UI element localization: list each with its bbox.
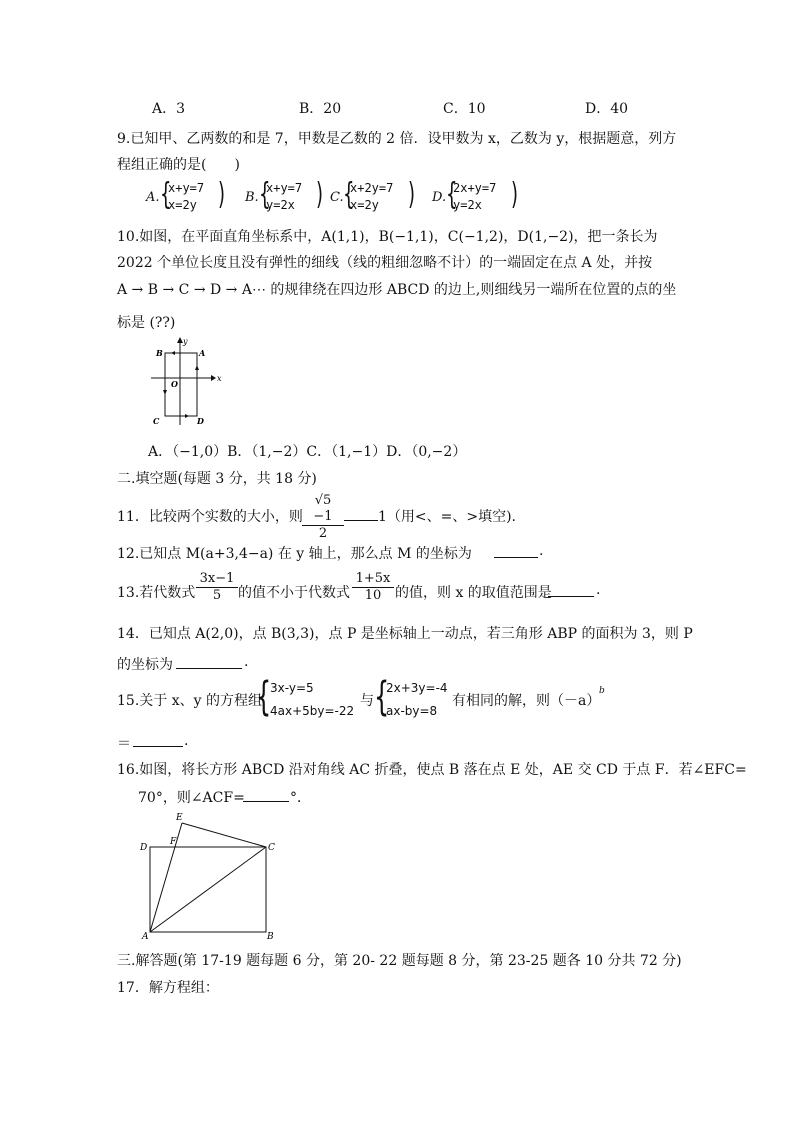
- segment-ae: [150, 823, 182, 932]
- label-f: F: [170, 837, 177, 847]
- q8-option-a: A．3: [152, 101, 186, 117]
- q13-prefix: 13.若代数式: [117, 585, 196, 601]
- label-x: x: [217, 374, 222, 383]
- label-b: B: [267, 932, 274, 940]
- q15-exponent: b: [599, 686, 605, 696]
- q9-option-c-eq1: x+2y=7: [350, 181, 394, 195]
- q16-line2-end: °．: [290, 790, 311, 806]
- label-c: C: [268, 843, 275, 853]
- q16-line1: 16.如图，将长方形 ABCD 沿对角线 AC 折叠，使点 B 落在点 E 处，AE 交 CD 于点 F．若∠EFC=: [117, 762, 747, 778]
- q13-fraction2-num: 1+5x: [352, 571, 394, 588]
- q15-system2-brace: {: [374, 674, 390, 720]
- q16-figure: [135, 808, 285, 940]
- label-d: D: [140, 843, 148, 853]
- q11-prefix: 11．比较两个实数的大小，则: [117, 509, 303, 525]
- q9-option-a-label: A.: [146, 190, 160, 205]
- segment-ec: [182, 823, 266, 847]
- label-b: B: [156, 348, 163, 358]
- q16-line2: 70°，则∠ACF=: [138, 790, 245, 806]
- q8-option-d: D．40: [585, 101, 629, 117]
- q15-middle: 与: [360, 693, 374, 709]
- q12-blank[interactable]: [494, 557, 538, 558]
- q9-option-d-brace: {: [446, 177, 458, 212]
- q10-line2: 2022 个单位长度且没有弹性的细线（线的粗细忽略不计）的一端固定在点 A 处，并按: [117, 255, 653, 271]
- q13-blank[interactable]: [548, 596, 594, 597]
- q13-end: .: [596, 582, 601, 598]
- q13-fraction1-num: 3x−1: [196, 571, 238, 588]
- q9-option-c-label: C.: [330, 190, 344, 205]
- q17-text: 17．解方程组：: [117, 980, 219, 996]
- label-c: C: [153, 416, 160, 426]
- section2-heading: 二.填空题(每题 3 分，共 18 分): [117, 471, 317, 487]
- q9-option-b-eq1: x+y=7: [266, 181, 303, 195]
- q9-option-c-brace: {: [343, 177, 355, 212]
- q13-fraction2-den: 10: [364, 588, 382, 603]
- q15-system1-eq1: 3x-y=5: [270, 681, 314, 695]
- q13-middle: 的值不小于代数式: [238, 585, 350, 601]
- q11-suffix: 1（用<、=、>填空).: [378, 509, 517, 525]
- q15-line2: ＝: [117, 736, 131, 752]
- section3-heading: 三.解答题(第 17-19 题每题 6 分，第 20- 22 题每题 8 分，第 23-25 题各 10 分共 72 分): [117, 953, 682, 969]
- q9-option-b-rbrace: ): [316, 177, 324, 212]
- diagonal-ac: [150, 847, 266, 932]
- q12-text: 12.已知点 M(a+3,4−a) 在 y 轴上，那么点 M 的坐标为: [117, 546, 472, 562]
- arrow-d-to-a: [195, 365, 199, 370]
- q14-blank[interactable]: [176, 668, 242, 669]
- q15-suffix: 有相同的解，则（－a）: [452, 693, 601, 709]
- q9-option-a-eq1: x+y=7: [168, 181, 205, 195]
- q9-line2: 程组正确的是( ): [117, 157, 240, 173]
- q9-option-a-brace: {: [160, 177, 172, 212]
- label-o: O: [171, 379, 178, 389]
- q11-fraction-den: 2: [318, 526, 328, 541]
- q14-end: .: [244, 654, 249, 670]
- q9-option-d-rbrace: ): [511, 177, 519, 212]
- q15-system1-eq2: 4ax+5by=-22: [270, 704, 355, 718]
- q13-fraction2: [352, 571, 394, 604]
- q9-option-d-eq2: y=2x: [453, 198, 482, 212]
- q9-line1: 9.已知甲、乙两数的和是 7，甲数是乙数的 2 倍．设甲数为 x，乙数为 y，根据题意，列方: [117, 131, 677, 147]
- q9-option-d-label: D.: [432, 190, 447, 205]
- q13-suffix: 的值，则 x 的取值范围是: [395, 585, 552, 601]
- q9-option-b-eq2: y=2x: [266, 198, 295, 212]
- q10-options: A．（−1,0）B．（1,−2）C．（1,−1）D．（0,−2）: [148, 444, 467, 460]
- q9-option-b-brace: {: [259, 177, 271, 212]
- q11-fraction: [302, 493, 344, 542]
- q10-figure: [145, 335, 225, 430]
- q9-option-a-eq2: x=2y: [168, 198, 197, 212]
- quad-abcd: [165, 353, 197, 416]
- q9-option-a-rbrace: ): [218, 177, 226, 212]
- q10-line1: 10.如图，在平面直角坐标系中，A(1,1)，B(−1,1)，C(−1,2)，D(1,−2)，把一条长为: [117, 229, 658, 245]
- q16-blank[interactable]: [243, 801, 289, 802]
- q15-prefix: 15.关于 x、y 的方程组: [117, 693, 262, 709]
- q13-fraction1-den: 5: [212, 588, 222, 603]
- label-d: D: [197, 416, 204, 426]
- q9-option-c-rbrace: ): [408, 177, 416, 212]
- q11-blank[interactable]: [344, 520, 378, 521]
- q9-option-d-eq1: 2x+y=7: [453, 181, 497, 195]
- arrow-a-to-b: [171, 351, 175, 355]
- label-a: A: [199, 348, 206, 358]
- q13-fraction1: [196, 571, 238, 604]
- q10-line3: A → B → C → D → A⋯ 的规律绕在四边形 ABCD 的边上,则细线另一端所在位置的点的坐: [117, 282, 677, 298]
- q14-line2: 的坐标为: [117, 657, 173, 673]
- q15-system2-eq1: 2x+3y=-4: [386, 681, 448, 695]
- q10-line4: 标是 (??): [117, 315, 176, 331]
- label-e: E: [176, 813, 183, 823]
- q12-end: .: [539, 543, 544, 559]
- q8-option-c: C．10: [443, 101, 486, 117]
- q15-system1-brace: {: [256, 674, 272, 720]
- q14-line1: 14．已知点 A(2,0)，点 B(3,3)，点 P 是坐标轴上一动点，若三角形 ABP 的面积为 3，则 P: [117, 626, 693, 642]
- x-axis-arrow: [211, 375, 216, 381]
- label-a: A: [142, 932, 149, 940]
- q15-blank[interactable]: [133, 746, 183, 747]
- q11-fraction-num: √5 −1: [302, 493, 344, 526]
- q15-end: .: [184, 733, 189, 749]
- q8-option-b: B．20: [299, 101, 342, 117]
- label-y: y: [183, 337, 188, 346]
- arrow-c-to-d: [185, 414, 189, 418]
- q15-system2-eq2: ax-by=8: [386, 704, 438, 718]
- arrow-b-to-c: [163, 390, 167, 395]
- q9-option-c-eq2: x=2y: [350, 198, 379, 212]
- q9-option-b-label: B.: [245, 190, 259, 205]
